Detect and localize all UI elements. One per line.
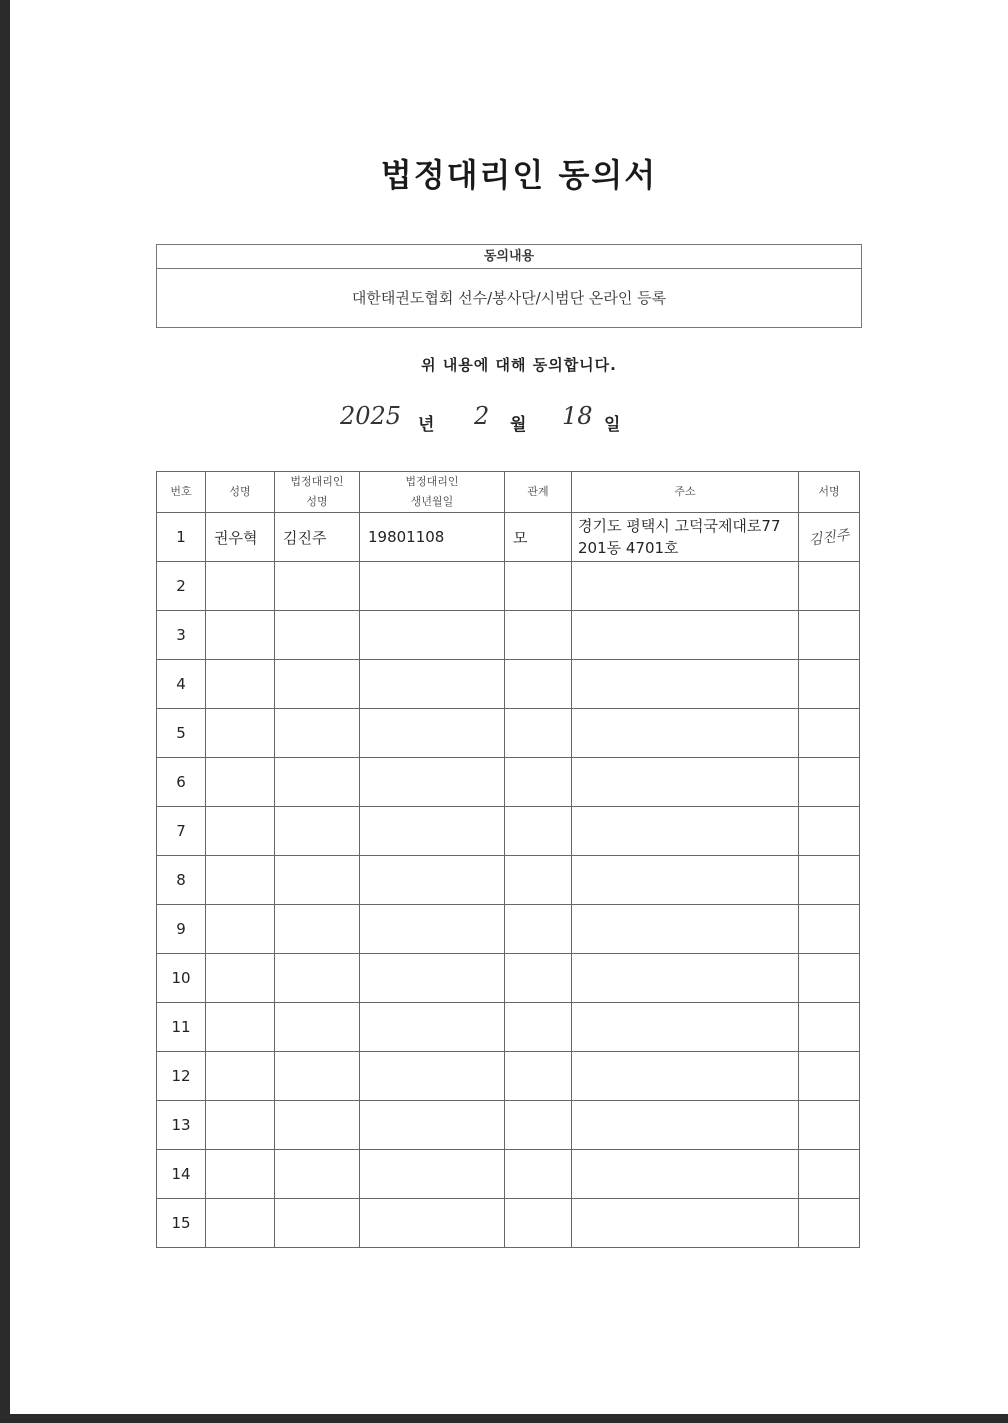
header-guardian-birth-line1: 법정대리인 — [405, 475, 459, 488]
cell-relation — [505, 758, 572, 807]
cell-guardian-birth — [360, 1052, 505, 1101]
cell-guardian-name — [275, 807, 360, 856]
header-guardian-birth — [360, 472, 505, 513]
cell-relation — [505, 954, 572, 1003]
table-row — [157, 513, 860, 562]
cell-relation: 모 — [505, 513, 572, 562]
agree-statement: 위 내용에 대해 동의합니다. — [421, 356, 617, 374]
handwritten-signature — [799, 729, 858, 737]
cell-guardian-name: 김진주 — [275, 513, 360, 562]
date-day-handwritten: 18 — [562, 402, 593, 430]
cell-relation — [505, 1150, 572, 1199]
table-row — [157, 1150, 860, 1199]
cell-address — [572, 1199, 799, 1248]
cell-num: 12 — [157, 1052, 206, 1101]
consent-header: 동의내용 — [157, 245, 861, 269]
cell-guardian-name — [275, 1199, 360, 1248]
date-month-handwritten: 2 — [474, 402, 490, 430]
handwritten-signature — [799, 974, 858, 982]
handwritten-signature: 김진주 — [807, 527, 851, 549]
cell-num: 13 — [157, 1101, 206, 1150]
cell-name — [206, 758, 275, 807]
table-row — [157, 1052, 860, 1101]
cell-name: 권우혁 — [206, 513, 275, 562]
handwritten-signature — [799, 1072, 858, 1080]
cell-num: 9 — [157, 905, 206, 954]
cell-relation — [505, 856, 572, 905]
guardian-table — [156, 471, 860, 1248]
handwritten-signature — [799, 680, 858, 688]
cell-guardian-birth — [360, 905, 505, 954]
cell-guardian-birth — [360, 807, 505, 856]
cell-num: 2 — [157, 562, 206, 611]
cell-address — [572, 1052, 799, 1101]
table-row — [157, 562, 860, 611]
cell-num: 8 — [157, 856, 206, 905]
header-guardian-name — [275, 472, 360, 513]
handwritten-signature — [799, 778, 858, 786]
table-row — [157, 611, 860, 660]
header-guardian-name-line2: 성명 — [306, 495, 328, 508]
cell-num: 3 — [157, 611, 206, 660]
cell-signature — [799, 1052, 860, 1101]
cell-guardian-birth — [360, 1199, 505, 1248]
cell-guardian-birth — [360, 1003, 505, 1052]
handwritten-signature — [799, 1023, 858, 1031]
date-row — [330, 398, 650, 438]
cell-guardian-name — [275, 758, 360, 807]
cell-relation — [505, 709, 572, 758]
table-row — [157, 905, 860, 954]
cell-address — [572, 758, 799, 807]
table-row — [157, 1199, 860, 1248]
cell-address — [572, 611, 799, 660]
cell-signature — [799, 807, 860, 856]
handwritten-signature — [799, 925, 858, 933]
table-row — [157, 1101, 860, 1150]
cell-num: 11 — [157, 1003, 206, 1052]
table-row — [157, 807, 860, 856]
cell-num: 5 — [157, 709, 206, 758]
cell-guardian-name — [275, 1150, 360, 1199]
cell-relation — [505, 1101, 572, 1150]
cell-signature — [799, 905, 860, 954]
date-year-handwritten: 2025 — [340, 402, 402, 430]
date-year-label: 년 — [418, 415, 435, 435]
cell-num: 14 — [157, 1150, 206, 1199]
cell-guardian-name — [275, 562, 360, 611]
cell-name — [206, 1052, 275, 1101]
cell-signature — [799, 758, 860, 807]
cell-address — [572, 807, 799, 856]
cell-num: 1 — [157, 513, 206, 562]
cell-relation — [505, 660, 572, 709]
cell-name — [206, 1199, 275, 1248]
cell-guardian-birth — [360, 709, 505, 758]
cell-signature — [799, 1150, 860, 1199]
cell-guardian-name — [275, 856, 360, 905]
table-row — [157, 856, 860, 905]
cell-relation — [505, 1199, 572, 1248]
cell-name — [206, 1003, 275, 1052]
cell-address — [572, 1003, 799, 1052]
cell-name — [206, 905, 275, 954]
cell-name — [206, 660, 275, 709]
page-title: 법정대리인 동의서 — [380, 156, 658, 194]
cell-guardian-name — [275, 905, 360, 954]
cell-address — [572, 1101, 799, 1150]
cell-num: 6 — [157, 758, 206, 807]
header-guardian-birth-line2: 생년월일 — [410, 495, 454, 508]
header-address: 주소 — [572, 472, 799, 513]
cell-signature — [799, 709, 860, 758]
cell-guardian-birth — [360, 758, 505, 807]
consent-content: 대한태권도협회 선수/봉사단/시범단 온라인 등록 — [351, 289, 667, 307]
cell-relation — [505, 611, 572, 660]
cell-guardian-name — [275, 1101, 360, 1150]
table-header-row — [157, 472, 860, 513]
cell-address — [572, 856, 799, 905]
cell-signature — [799, 513, 860, 562]
handwritten-signature — [799, 827, 858, 835]
cell-num: 10 — [157, 954, 206, 1003]
cell-guardian-name — [275, 709, 360, 758]
header-guardian-name-line1: 법정대리인 — [290, 475, 344, 488]
cell-name — [206, 562, 275, 611]
cell-signature — [799, 1101, 860, 1150]
cell-name — [206, 856, 275, 905]
handwritten-signature — [799, 1170, 858, 1178]
table-row — [157, 954, 860, 1003]
cell-signature — [799, 1199, 860, 1248]
header-relation: 관계 — [505, 472, 572, 513]
cell-address — [572, 660, 799, 709]
cell-relation — [505, 1052, 572, 1101]
cell-guardian-birth — [360, 611, 505, 660]
date-day-label: 일 — [604, 415, 621, 435]
cell-address — [572, 562, 799, 611]
cell-signature — [799, 611, 860, 660]
handwritten-signature — [799, 1121, 858, 1129]
cell-signature — [799, 1003, 860, 1052]
cell-address: 경기도 평택시 고덕국제대로77 201동 4701호 — [572, 513, 799, 562]
cell-relation — [505, 807, 572, 856]
table-row — [157, 758, 860, 807]
cell-num: 7 — [157, 807, 206, 856]
table-row — [157, 660, 860, 709]
cell-guardian-birth — [360, 856, 505, 905]
cell-name — [206, 709, 275, 758]
handwritten-signature — [799, 631, 858, 639]
header-num: 번호 — [157, 472, 206, 513]
cell-guardian-name — [275, 1052, 360, 1101]
cell-relation — [505, 1003, 572, 1052]
cell-num: 4 — [157, 660, 206, 709]
cell-address — [572, 1150, 799, 1199]
cell-relation — [505, 562, 572, 611]
document-page — [10, 0, 1008, 1414]
cell-guardian-name — [275, 611, 360, 660]
header-signature: 서명 — [799, 472, 860, 513]
cell-guardian-birth — [360, 562, 505, 611]
cell-name — [206, 807, 275, 856]
cell-guardian-birth — [360, 954, 505, 1003]
cell-guardian-name — [275, 1003, 360, 1052]
cell-guardian-name — [275, 660, 360, 709]
cell-address — [572, 709, 799, 758]
cell-num: 15 — [157, 1199, 206, 1248]
handwritten-signature — [799, 1219, 858, 1227]
cell-name — [206, 611, 275, 660]
cell-name — [206, 954, 275, 1003]
cell-relation — [505, 905, 572, 954]
cell-name — [206, 1150, 275, 1199]
cell-guardian-birth: 19801108 — [360, 513, 505, 562]
cell-signature — [799, 660, 860, 709]
consent-box — [156, 244, 862, 328]
cell-guardian-birth — [360, 1150, 505, 1199]
cell-guardian-birth — [360, 1101, 505, 1150]
cell-signature — [799, 954, 860, 1003]
cell-address — [572, 905, 799, 954]
cell-signature — [799, 562, 860, 611]
cell-signature — [799, 856, 860, 905]
header-name: 성명 — [206, 472, 275, 513]
cell-address — [572, 954, 799, 1003]
table-row — [157, 1003, 860, 1052]
cell-name — [206, 1101, 275, 1150]
date-month-label: 월 — [510, 415, 527, 435]
handwritten-signature — [799, 582, 858, 590]
cell-guardian-name — [275, 954, 360, 1003]
table-row — [157, 709, 860, 758]
handwritten-signature — [799, 876, 858, 884]
cell-guardian-birth — [360, 660, 505, 709]
